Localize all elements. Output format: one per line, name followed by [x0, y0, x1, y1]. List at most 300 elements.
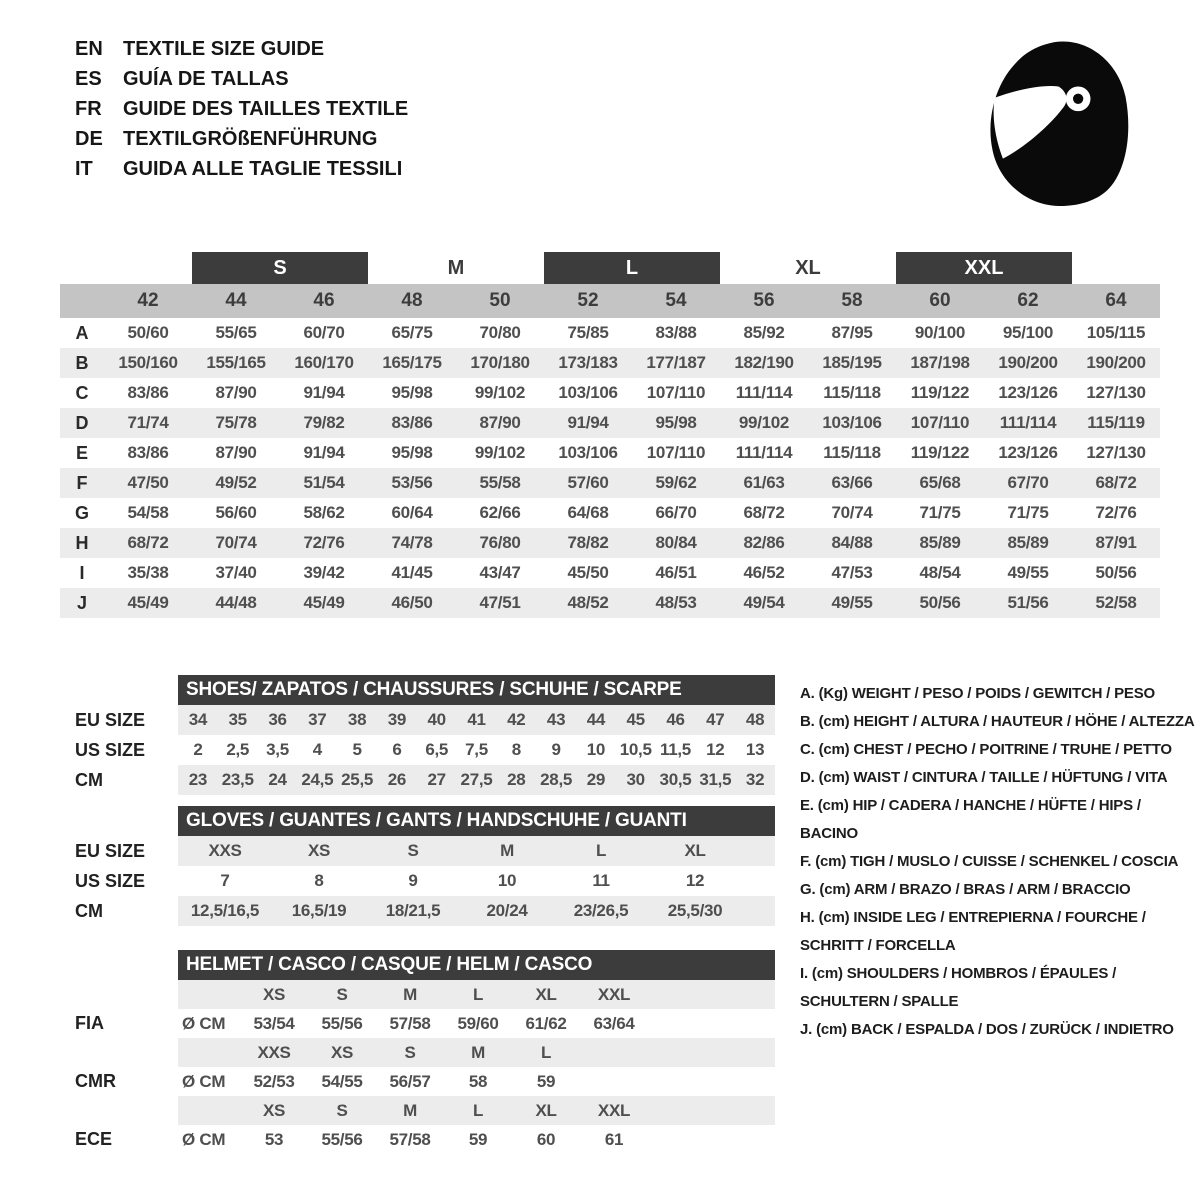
measurement-value: 71/74: [127, 413, 169, 432]
row-letter: D: [75, 412, 89, 433]
measurement-value: 51/54: [303, 473, 345, 492]
measurement-value: 41/45: [391, 563, 433, 582]
measurement-value: 177/187: [646, 353, 706, 372]
row-letter: E: [75, 442, 88, 463]
size-value: 16,5/19: [291, 901, 347, 920]
legend-item: [800, 848, 1198, 876]
measurement-value: 115/118: [823, 443, 881, 462]
language-code: FR: [75, 98, 102, 120]
size-value: 12,5/16,5: [190, 901, 260, 920]
size-value: XXS: [208, 841, 242, 860]
size-value: 3,5: [266, 740, 289, 759]
measurement-value: 111/114: [735, 383, 793, 402]
measurement-value: 55/58: [479, 473, 521, 492]
measurement-value: 67/70: [1007, 473, 1049, 492]
helmet-size-value: 57/58: [389, 1129, 431, 1149]
row-values: [178, 1125, 775, 1154]
legend-text: WEIGHT / PESO / POIDS / GEWITCH / PESO: [851, 685, 1156, 702]
measurement-value: 79/82: [303, 413, 345, 432]
legend-text: WAIST / CINTURA / TAILLE / HÜFTUNG / VITA: [853, 769, 1168, 786]
size-value: 28: [507, 770, 526, 789]
helmet-size-value: 52/53: [253, 1071, 295, 1091]
size-number: 58: [841, 290, 863, 311]
size-value: 6,5: [425, 740, 449, 759]
size-value: 38: [347, 710, 367, 729]
size-value: 29: [586, 770, 606, 789]
measurement-value: 187/198: [910, 353, 970, 372]
size-value: 8: [511, 740, 521, 759]
size-value: 8: [314, 871, 324, 890]
size-number: 56: [753, 290, 775, 311]
size-value: 23: [188, 770, 208, 789]
measurement-value: 68/72: [743, 503, 785, 522]
row-label: EU SIZE: [75, 709, 146, 730]
helmet-header: HELMET / CASCO / CASQUE / HELM / CASCO: [178, 950, 775, 980]
helmet-standard-section: [60, 1096, 775, 1154]
unit-label: Ø CM: [182, 1129, 226, 1149]
measurement-value: 48/54: [919, 563, 961, 582]
row-values: [178, 836, 775, 866]
size-value: 5: [352, 740, 362, 759]
size-group-row: [60, 252, 1160, 284]
row-letter: A: [75, 322, 89, 343]
helmet-size-value: 59/60: [457, 1013, 499, 1033]
helmet-size-value: 63/64: [593, 1013, 635, 1033]
shoes-table: [60, 675, 775, 795]
size-value: 9: [408, 871, 418, 890]
helmet-size-label: L: [540, 1042, 552, 1062]
legend-unit: (cm): [818, 741, 850, 758]
measurement-value: 46/50: [391, 593, 433, 612]
measurement-value: 107/110: [910, 413, 970, 432]
measurement-value: 71/75: [1007, 503, 1049, 522]
size-group-label: XXL: [896, 252, 1072, 284]
size-value: 37: [308, 710, 327, 729]
legend-item: [800, 792, 1198, 848]
row-values: [178, 1067, 775, 1096]
legend-key: J.: [800, 1021, 813, 1038]
page-title: GUIDA ALLE TAGLIE TESSILI: [123, 158, 403, 180]
size-value: 25,5/30: [667, 901, 723, 920]
measurement-value: 70/74: [831, 503, 873, 522]
measurement-value: 46/51: [655, 563, 697, 582]
measurement-value: 127/130: [1086, 383, 1146, 402]
helmet-size-value: 59: [536, 1071, 556, 1091]
measurement-value: 85/89: [1007, 533, 1049, 552]
measurement-legend: [800, 680, 1198, 1044]
row-values: [178, 896, 775, 926]
measurement-value: 95/98: [391, 443, 433, 462]
size-value: 45: [626, 710, 645, 729]
measurement-value: 47/51: [479, 593, 521, 612]
measurement-row: [60, 408, 1160, 438]
size-group-label: XL: [795, 256, 821, 279]
size-value: 46: [666, 710, 685, 729]
size-value: 24,5: [301, 770, 334, 789]
size-value: 25,5: [341, 770, 374, 789]
helmet-size-value: 58: [468, 1071, 488, 1091]
legend-text: TIGH / MUSLO / CUISSE / SCHENKEL / COSCIA: [850, 853, 1179, 870]
helmet-size-label: XS: [330, 1042, 354, 1062]
unit-label: Ø CM: [182, 1013, 226, 1033]
table-row: [60, 765, 775, 795]
legend-item: [800, 904, 1198, 960]
measurement-value: 49/54: [743, 593, 785, 612]
measurement-value: 49/55: [1007, 563, 1049, 582]
size-value: 4: [312, 740, 322, 759]
size-value: 39: [387, 710, 407, 729]
legend-unit: (cm): [817, 797, 849, 814]
legend-text: HEIGHT / ALTURA / HAUTEUR / HÖHE / ALTEZZA: [853, 713, 1195, 730]
title-block: [75, 34, 408, 184]
measurement-value: 107/110: [646, 383, 706, 402]
language-row: [75, 124, 408, 154]
row-letter: G: [74, 502, 89, 523]
helmet-standard-label: ECE: [75, 1129, 113, 1149]
row-values: [178, 765, 775, 795]
size-value: M: [500, 841, 514, 860]
row-letter: J: [76, 592, 87, 613]
helmet-sizes-row: [60, 980, 775, 1009]
row-values: [178, 980, 775, 1009]
textile-size-table: [60, 252, 1160, 618]
legend-unit: (cm): [819, 881, 851, 898]
size-value: S: [407, 841, 419, 860]
language-row: [75, 94, 408, 124]
legend-unit: (cm): [811, 965, 843, 982]
table-row: [60, 705, 775, 735]
size-value: 40: [427, 710, 446, 729]
helmet-size-value: 53: [264, 1129, 284, 1149]
size-value: 12: [706, 740, 725, 759]
measurement-value: 70/80: [479, 323, 521, 342]
measurement-value: 95/98: [655, 413, 697, 432]
measurement-value: 91/94: [567, 413, 609, 432]
size-value: 27: [427, 770, 446, 789]
measurement-value: 87/90: [479, 413, 521, 432]
size-number: 60: [929, 290, 951, 311]
measurement-value: 80/84: [655, 533, 697, 552]
legend-unit: (cm): [818, 713, 850, 730]
measurement-value: 50/56: [1095, 563, 1137, 582]
measurement-row: [60, 588, 1160, 618]
language-code: IT: [75, 158, 93, 180]
helmet-icon: [982, 38, 1132, 206]
row-values: [178, 1009, 775, 1038]
measurement-value: 71/75: [919, 503, 961, 522]
legend-text: ARM / BRAZO / BRAS / ARM / BRACCIO: [853, 881, 1131, 898]
row-letter: C: [75, 382, 89, 403]
size-value: 35: [228, 710, 247, 729]
measurement-row: [60, 438, 1160, 468]
helmet-size-value: 57/58: [389, 1013, 431, 1033]
measurement-value: 182/190: [734, 353, 794, 372]
legend-unit: (cm): [818, 769, 850, 786]
row-label-gutter: [60, 1096, 178, 1125]
table-row: [60, 735, 775, 765]
page-title: TEXTILGRÖßENFÜHRUNG: [123, 128, 378, 150]
language-row: [75, 34, 408, 64]
size-number: 46: [313, 290, 335, 311]
measurement-value: 72/76: [1095, 503, 1137, 522]
gloves-table: [60, 806, 775, 926]
measurement-value: 50/56: [919, 593, 961, 612]
measurement-value: 55/65: [215, 323, 257, 342]
page-title: TEXTILE SIZE GUIDE: [123, 38, 325, 60]
helmet-values-row: [60, 1009, 775, 1038]
helmet-size-label: XXS: [257, 1042, 291, 1062]
size-group-label: L: [544, 252, 720, 284]
helmet-size-label: XL: [535, 984, 557, 1004]
size-group-label: M: [447, 256, 465, 279]
measurement-value: 49/55: [831, 593, 873, 612]
size-value: 23,5: [221, 770, 254, 789]
size-number: 42: [137, 290, 159, 311]
size-value: XS: [307, 841, 331, 860]
size-number: 64: [1105, 290, 1127, 311]
measurement-value: 46/52: [743, 563, 785, 582]
measurement-value: 190/200: [998, 353, 1058, 372]
measurement-value: 150/160: [118, 353, 178, 372]
measurement-value: 57/60: [567, 473, 609, 492]
measurement-value: 82/86: [743, 533, 785, 552]
size-value: 6: [392, 740, 402, 759]
helmet-sizes-row: [60, 1038, 775, 1067]
size-value: XL: [684, 841, 706, 860]
measurement-value: 60/64: [391, 503, 433, 522]
size-number: 44: [225, 290, 247, 311]
legend-item: [800, 1016, 1198, 1044]
legend-key: E.: [800, 797, 814, 814]
gloves-rows: [60, 836, 775, 926]
measurement-value: 51/56: [1007, 593, 1049, 612]
size-value: L: [595, 841, 607, 860]
legend-key: A.: [800, 685, 815, 702]
measurement-value: 95/98: [391, 383, 433, 402]
helmet-size-label: XL: [535, 1100, 557, 1120]
measurement-rows: [60, 318, 1160, 618]
measurement-value: 58/62: [303, 503, 345, 522]
measurement-value: 90/100: [914, 323, 966, 342]
measurement-value: 99/102: [474, 443, 526, 462]
legend-text: INSIDE LEG / ENTREPIERNA / FOURCHE / SCHRITT / FORCELLA: [800, 909, 1146, 954]
size-number: 54: [665, 290, 687, 311]
measurement-value: 83/86: [391, 413, 433, 432]
measurement-value: 85/89: [919, 533, 961, 552]
measurement-value: 99/102: [738, 413, 790, 432]
measurement-value: 37/40: [215, 563, 257, 582]
size-value: 2: [193, 740, 203, 759]
legend-item: [800, 764, 1198, 792]
measurement-value: 68/72: [127, 533, 169, 552]
shoes-rows: [60, 705, 775, 795]
measurement-value: 43/47: [479, 563, 521, 582]
helmet-standard-label: CMR: [75, 1071, 116, 1091]
measurement-value: 56/60: [215, 503, 257, 522]
size-value: 26: [387, 770, 407, 789]
legend-unit: (cm): [818, 909, 850, 926]
measurement-value: 83/86: [127, 383, 169, 402]
size-value: 31,5: [699, 770, 732, 789]
table-row: [60, 866, 775, 896]
measurement-value: 91/94: [303, 443, 345, 462]
language-code: ES: [75, 68, 102, 90]
row-label-gutter: [60, 980, 178, 1009]
measurement-value: 68/72: [1095, 473, 1137, 492]
size-number: 50: [489, 290, 511, 311]
size-value: 24: [268, 770, 287, 789]
measurement-row: [60, 348, 1160, 378]
measurement-value: 45/49: [303, 593, 345, 612]
measurement-value: 115/118: [823, 383, 881, 402]
measurement-value: 83/88: [655, 323, 697, 342]
helmet-values-row: [60, 1125, 775, 1154]
legend-key: H.: [800, 909, 815, 926]
measurement-value: 185/195: [822, 353, 882, 372]
helmet-size-value: 54/55: [321, 1071, 363, 1091]
measurement-row: [60, 318, 1160, 348]
size-value: 10: [497, 871, 517, 890]
measurement-row: [60, 528, 1160, 558]
measurement-value: 103/106: [558, 443, 618, 462]
measurement-value: 54/58: [127, 503, 169, 522]
measurement-value: 65/75: [391, 323, 433, 342]
helmet-size-label: M: [403, 984, 417, 1004]
measurement-value: 165/175: [382, 353, 442, 372]
size-value: 36: [268, 710, 287, 729]
measurement-value: 190/200: [1086, 353, 1146, 372]
legend-key: D.: [800, 769, 815, 786]
row-label: CM: [75, 900, 103, 921]
measurement-value: 160/170: [294, 353, 354, 372]
helmet-standard-section: [60, 1038, 775, 1096]
legend-key: B.: [800, 713, 815, 730]
measurement-value: 111/114: [999, 413, 1057, 432]
measurement-value: 74/78: [391, 533, 433, 552]
row-label: CM: [75, 769, 103, 790]
row-label-gutter: [60, 1038, 178, 1067]
helmet-size-label: M: [403, 1100, 417, 1120]
helmet-size-label: L: [472, 1100, 484, 1120]
size-value: 13: [745, 740, 765, 759]
helmet-sizes-row: [60, 1096, 775, 1125]
language-code: DE: [75, 128, 103, 150]
measurement-value: 87/90: [215, 443, 257, 462]
row-values: [178, 1096, 775, 1125]
size-number: 52: [577, 290, 599, 311]
helmet-size-value: 55/56: [321, 1129, 363, 1149]
measurement-value: 103/106: [822, 413, 882, 432]
row-label: EU SIZE: [75, 840, 146, 861]
measurement-value: 72/76: [303, 533, 345, 552]
legend-key: F.: [800, 853, 812, 870]
language-row: [75, 154, 408, 184]
legend-item: [800, 680, 1198, 708]
row-values: [178, 1038, 775, 1067]
size-number: 48: [401, 290, 423, 311]
row-label: US SIZE: [75, 739, 146, 760]
size-value: 18/21,5: [385, 901, 441, 920]
size-value: 47: [706, 710, 725, 729]
measurement-value: 47/53: [831, 563, 873, 582]
helmet-size-value: 61: [604, 1129, 624, 1149]
measurement-value: 155/165: [206, 353, 266, 372]
measurement-value: 44/48: [215, 593, 257, 612]
unit-label: Ø CM: [182, 1071, 226, 1091]
measurement-value: 115/119: [1087, 413, 1145, 432]
legend-key: G.: [800, 881, 816, 898]
helmet-size-label: XS: [262, 984, 286, 1004]
helmet-size-value: 53/54: [253, 1013, 295, 1033]
page-title: GUIDE DES TAILLES TEXTILE: [123, 98, 409, 120]
measurement-value: 84/88: [831, 533, 873, 552]
size-value: 2,5: [226, 740, 250, 759]
measurement-value: 53/56: [391, 473, 433, 492]
row-values: [178, 866, 775, 896]
language-row: [75, 64, 408, 94]
measurement-value: 48/52: [567, 593, 609, 612]
measurement-value: 62/66: [479, 503, 521, 522]
measurement-value: 63/66: [831, 473, 873, 492]
legend-unit: (Kg): [818, 685, 848, 702]
measurement-value: 75/78: [215, 413, 257, 432]
measurement-value: 66/70: [655, 503, 697, 522]
measurement-value: 91/94: [303, 383, 345, 402]
measurement-value: 35/38: [127, 563, 169, 582]
measurement-value: 127/130: [1086, 443, 1146, 462]
measurement-value: 99/102: [474, 383, 526, 402]
legend-item: [800, 708, 1198, 736]
legend-text: SHOULDERS / HOMBROS / ÉPAULES / SCHULTERN / SPALLE: [800, 965, 1117, 1010]
size-number: 62: [1017, 290, 1039, 311]
language-code: EN: [75, 38, 103, 60]
size-value: 7,5: [465, 740, 488, 759]
helmet-size-label: XS: [262, 1100, 286, 1120]
legend-text: HIP / CADERA / HANCHE / HÜFTE / HIPS / BACINO: [800, 797, 1141, 842]
measurement-value: 119/122: [910, 443, 970, 462]
helmet-size-label: L: [472, 984, 484, 1004]
size-value: 20/24: [486, 901, 528, 920]
helmet-size-label: S: [336, 1100, 348, 1120]
measurement-value: 107/110: [646, 443, 706, 462]
size-number-row: [60, 284, 1160, 318]
size-value: 9: [551, 740, 561, 759]
shoes-header: SHOES/ ZAPATOS / CHAUSSURES / SCHUHE / SCARPE: [178, 675, 775, 705]
helmet-size-label: XXL: [597, 984, 631, 1004]
helmet-size-value: 61/62: [525, 1013, 567, 1033]
legend-key: I.: [800, 965, 808, 982]
measurement-value: 78/82: [567, 533, 609, 552]
legend-key: C.: [800, 741, 815, 758]
measurement-value: 65/68: [919, 473, 961, 492]
size-value: 43: [546, 710, 566, 729]
legend-unit: (cm): [816, 1021, 847, 1038]
measurement-value: 49/52: [215, 473, 257, 492]
size-value: 30: [626, 770, 645, 789]
measurement-value: 119/122: [910, 383, 970, 402]
measurement-value: 64/68: [567, 503, 609, 522]
measurement-row: [60, 378, 1160, 408]
measurement-value: 85/92: [743, 323, 785, 342]
size-value: 12: [685, 871, 705, 890]
size-value: 34: [188, 710, 208, 729]
measurement-value: 83/86: [127, 443, 169, 462]
row-values: [178, 735, 775, 765]
measurement-value: 50/60: [127, 323, 169, 342]
row-letter: B: [75, 352, 89, 373]
helmet-standard-label: FIA: [75, 1013, 104, 1033]
size-value: 30,5: [659, 770, 692, 789]
